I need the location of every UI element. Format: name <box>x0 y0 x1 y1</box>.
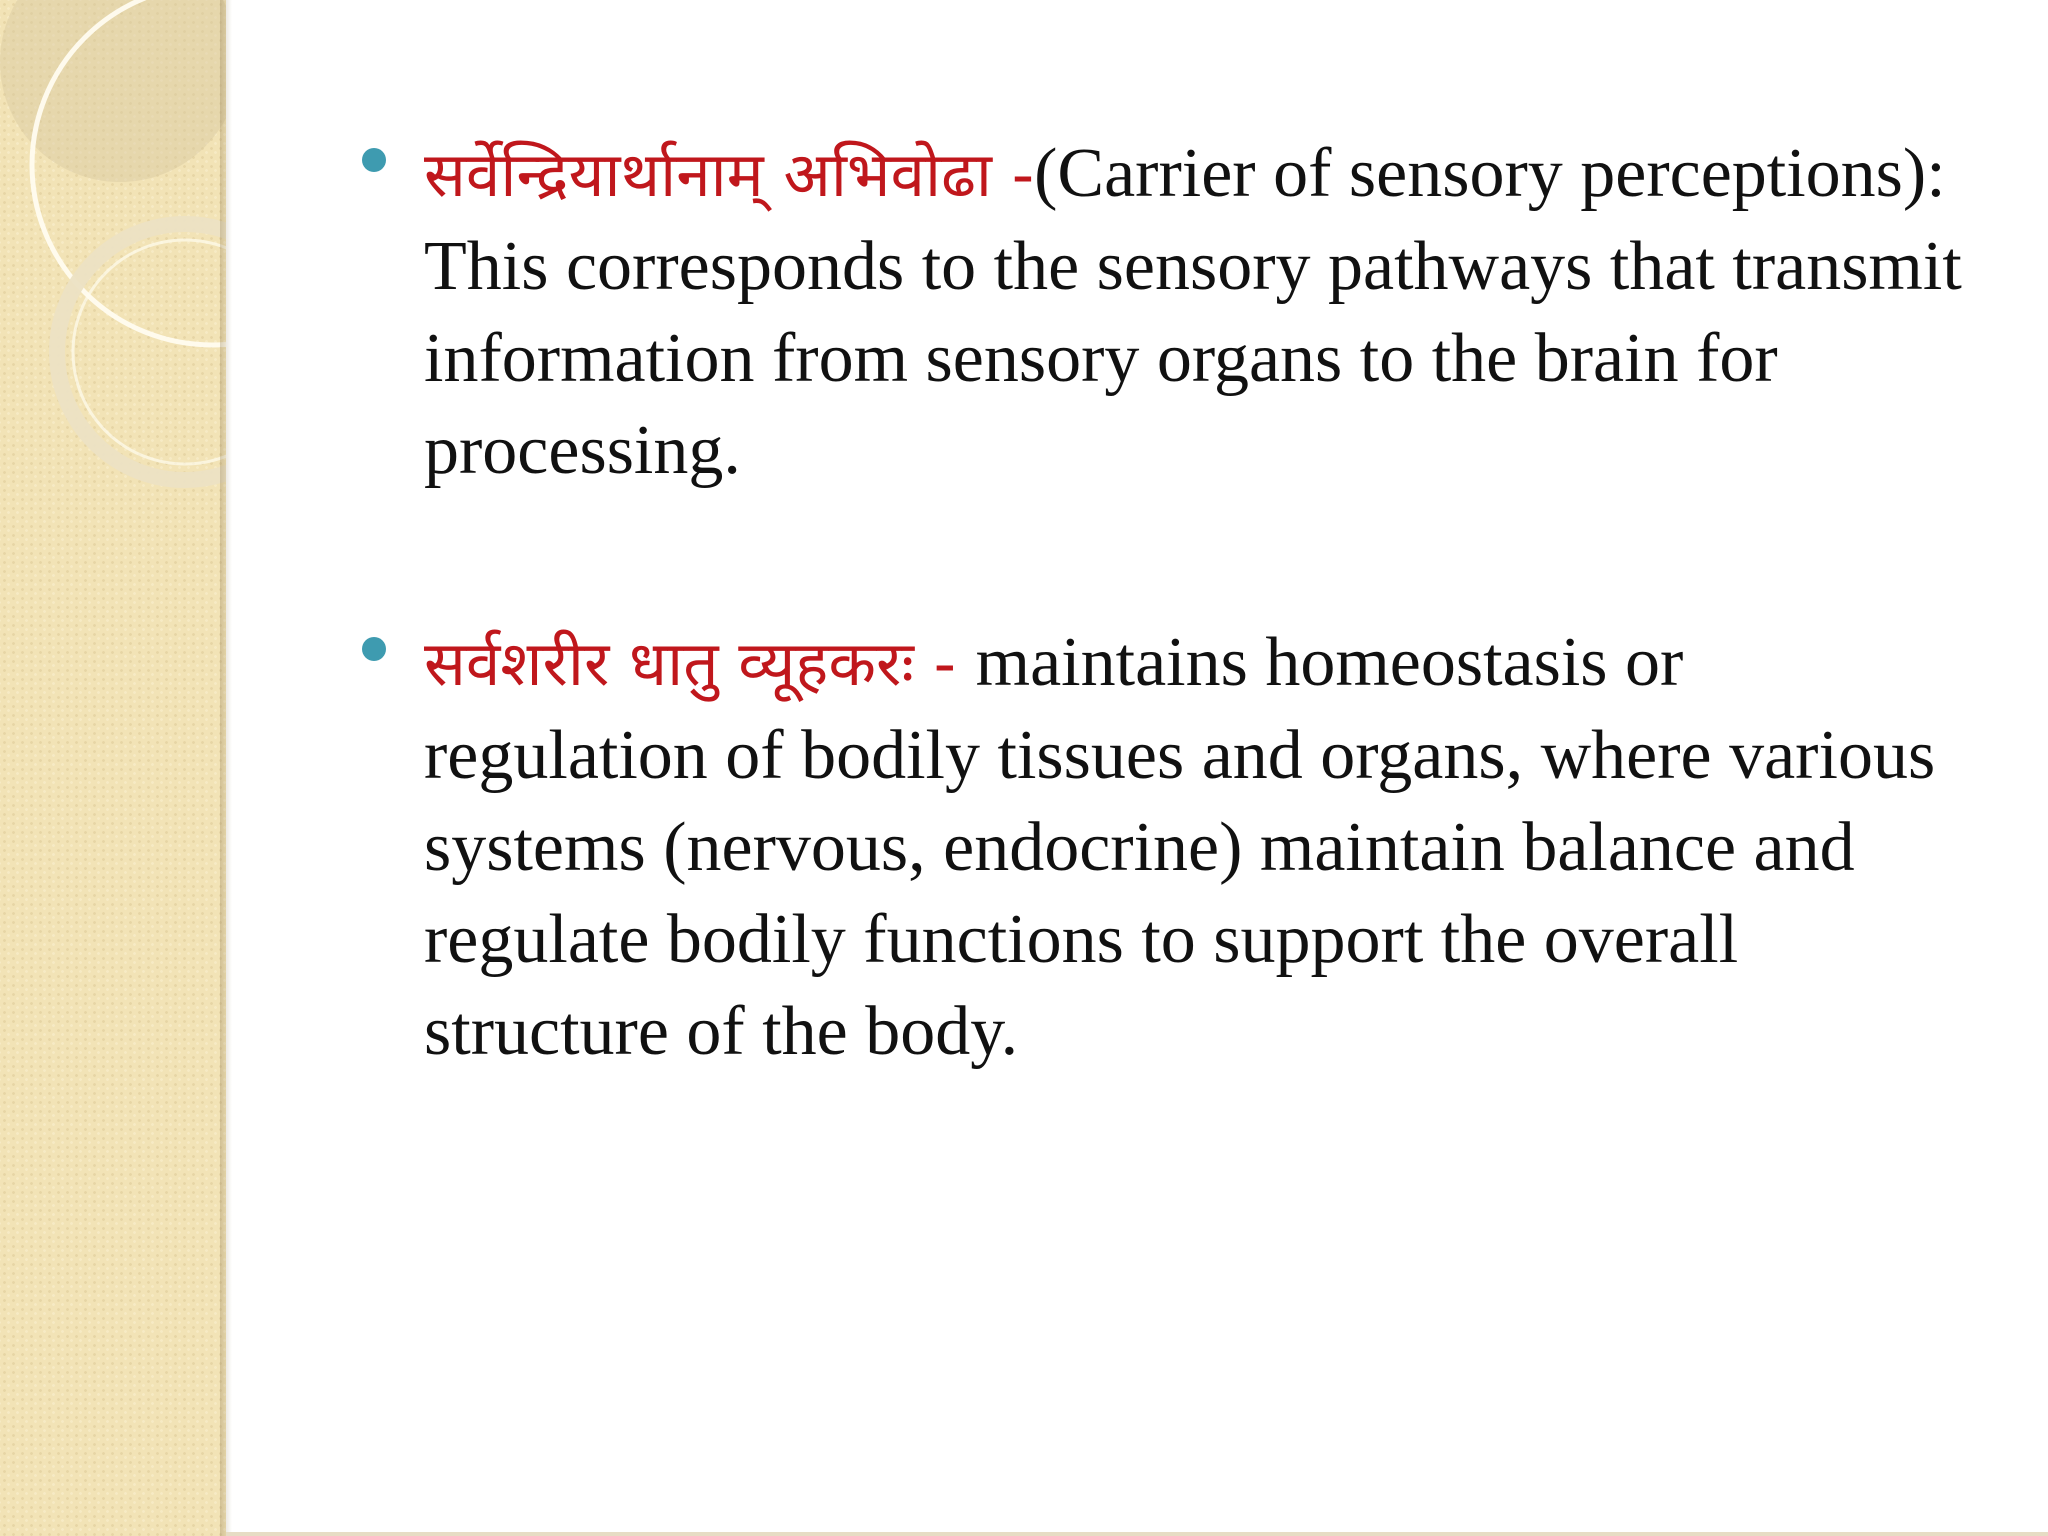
bullet-item-tissue-regulator <box>360 617 1980 1078</box>
term-separator: - <box>991 138 1035 211</box>
panel-shadow <box>220 0 232 1536</box>
decorative-circles <box>0 0 226 1536</box>
sanskrit-term: सर्वेन्द्रियार्थानाम् अभिवोढा <box>424 138 992 211</box>
slide-content <box>360 128 1980 1078</box>
bullet-item-sensory-carrier <box>360 128 1980 497</box>
sanskrit-term: सर्वशरीर धातु व्यूहकरः <box>424 627 914 700</box>
bottom-border <box>226 1532 2048 1536</box>
term-description: maintains homeostasis or regulation of bodily tissues and organs, where various systems (nervous, endocrine) maintain balance and regulate bodily functions to support the overall structure of the body. <box>424 624 1936 1070</box>
bullet-dot-icon <box>362 148 386 172</box>
term-separator: - <box>913 627 976 700</box>
term-description: (Carrier of sensory perceptions): This corresponds to the sensory pathways that transmit information from sensory organs to the brain for processing. <box>424 135 1962 489</box>
decorative-side-panel <box>0 0 226 1536</box>
bullet-dot-icon <box>362 637 386 661</box>
